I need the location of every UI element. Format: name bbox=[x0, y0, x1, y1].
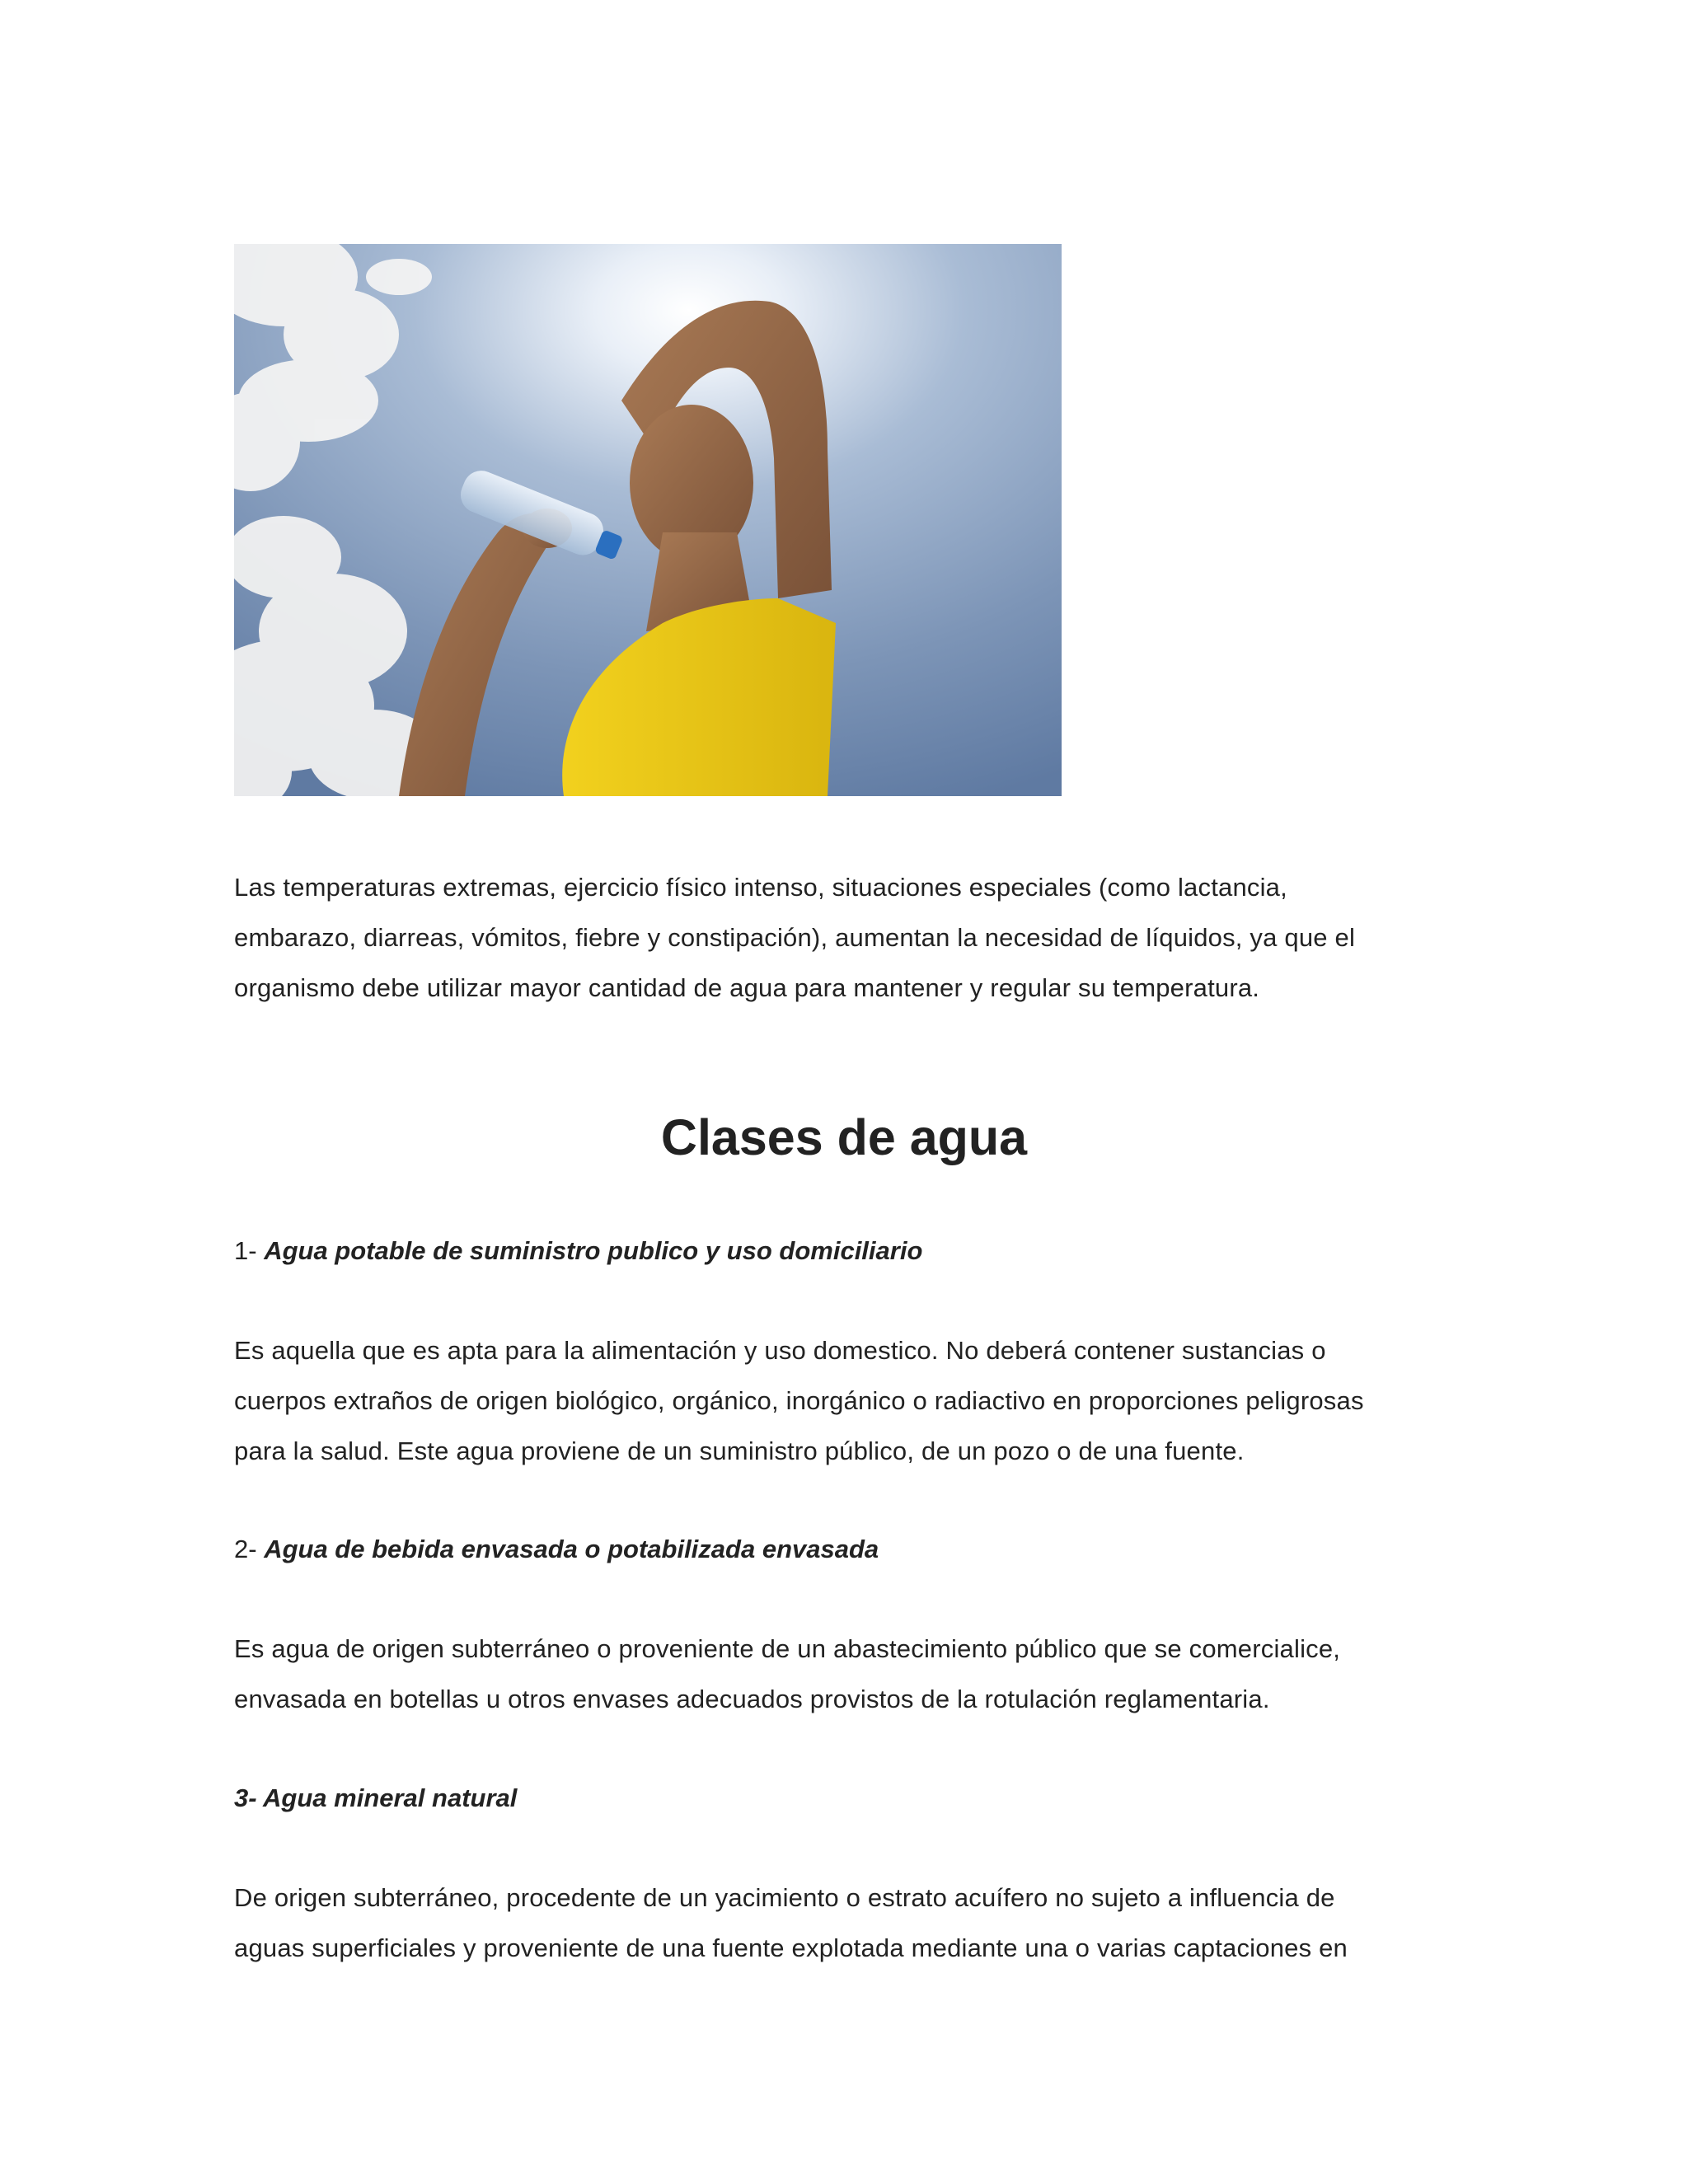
section-line: aguas superficiales y proveniente de una fuente explotada mediante una o varias captaciones en bbox=[234, 1933, 1348, 1962]
intro-line: Las temperaturas extremas, ejercicio físico intenso, situaciones especiales (como lactancia, bbox=[234, 873, 1287, 902]
section-heading: Clases de agua bbox=[660, 1109, 1028, 1165]
intro-paragraph bbox=[234, 862, 1454, 1013]
woman-drinking-water-photo bbox=[234, 244, 1062, 796]
intro-line: organismo debe utilizar mayor cantidad de agua para mantener y regular su temperatura. bbox=[234, 973, 1260, 1002]
section-1-title bbox=[234, 1235, 922, 1268]
section-number: 1- bbox=[234, 1236, 265, 1265]
section-number: 3- bbox=[234, 1783, 264, 1812]
section-title-text: Agua potable de suministro publico y uso domiciliario bbox=[264, 1236, 923, 1265]
section-line: Es agua de origen subterráneo o proveniente de un abastecimiento público que se comercialice, bbox=[234, 1634, 1341, 1663]
section-2-title bbox=[234, 1533, 879, 1566]
intro-line: embarazo, diarreas, vómitos, fiebre y constipación), aumentan la necesidad de líquidos, ya que el bbox=[234, 923, 1356, 952]
section-2-paragraph bbox=[234, 1624, 1454, 1724]
section-line: Es aquella que es apta para la alimentación y uso domestico. No deberá contener sustancias o bbox=[234, 1336, 1326, 1365]
section-line: De origen subterráneo, procedente de un yacimiento o estrato acuífero no sujeto a influencia de bbox=[234, 1883, 1335, 1912]
section-title-text: Agua mineral natural bbox=[263, 1783, 518, 1812]
section-line: cuerpos extraños de origen biológico, orgánico, inorgánico o radiactivo en proporciones peligrosas bbox=[234, 1386, 1364, 1415]
section-line: envasada en botellas u otros envases adecuados provistos de la rotulación reglamentaria. bbox=[234, 1685, 1270, 1713]
section-number: 2- bbox=[234, 1535, 265, 1563]
section-1-paragraph bbox=[234, 1325, 1454, 1476]
section-3-title bbox=[234, 1782, 517, 1815]
section-3-paragraph bbox=[234, 1872, 1454, 1973]
section-title-text: Agua de bebida envasada o potabilizada envasada bbox=[264, 1535, 879, 1563]
section-line: para la salud. Este agua proviene de un suministro público, de un pozo o de una fuente. bbox=[234, 1436, 1245, 1465]
